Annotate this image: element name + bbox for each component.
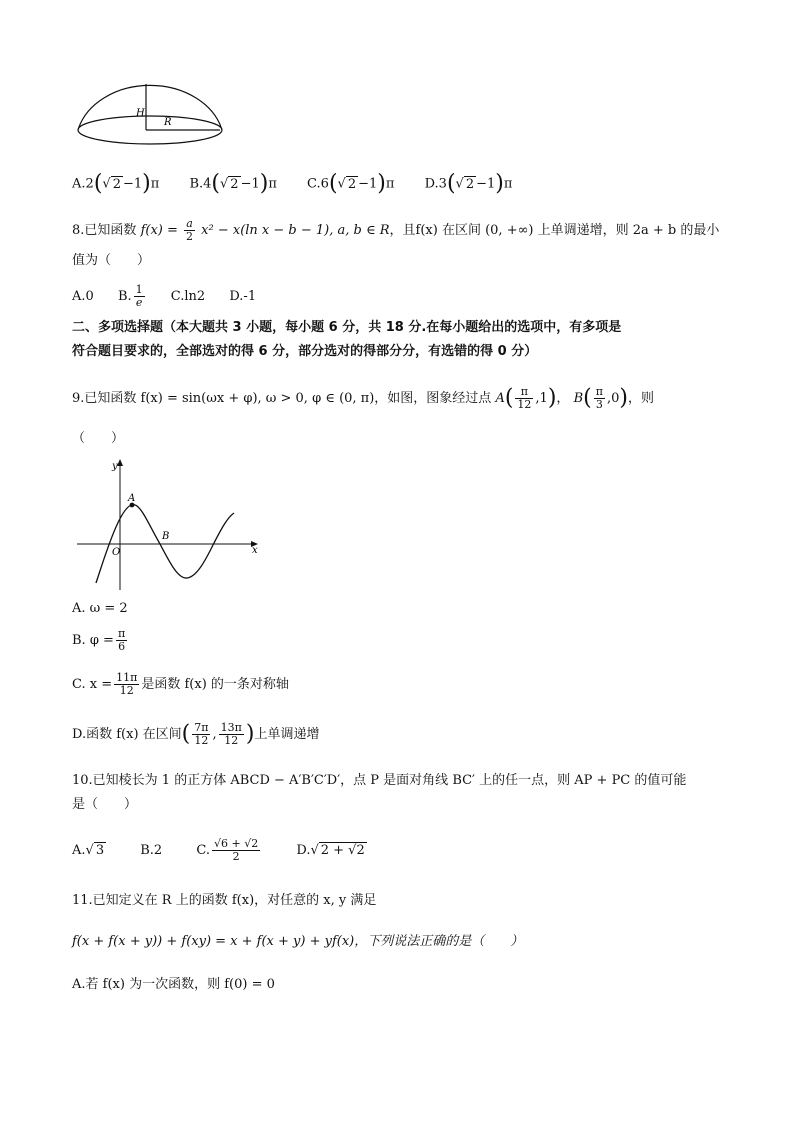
q8-option-b[interactable]: B. $\frac{1}{e}$ [117,283,143,309]
q9-option-b[interactable]: B. φ = $\frac{\pi}{6}$ [72,627,126,653]
q10-option-c[interactable]: C. $\frac{√6 + √2}{2}$ [196,837,259,863]
q9-option-a[interactable]: A. ω = 2 [72,601,128,616]
q8-options [72,284,282,309]
graph-origin-label: O [112,547,121,558]
frac-a-over-2: $\frac{a}{2}$ [186,217,194,243]
q10-option-a[interactable]: A.√ 3 [72,843,105,858]
q10-options [72,838,393,863]
graph-point-b-label: B [162,531,170,542]
graph-point-a-label: A [128,493,136,504]
q7-option-b[interactable]: B.4(√ 2 −1)π [189,171,277,196]
q8-option-c[interactable]: C.ln2 [170,289,206,304]
q10-line2: 是（ ） [72,797,138,812]
q10-option-d[interactable]: D.√ 2 + √2 [296,843,365,858]
q7-option-c[interactable]: C.6(√ 2 −1)π [307,171,395,196]
label-H: H [136,108,145,119]
q9-option-c[interactable]: C. x = $\frac{11\pi}{12}$ 是函数 f(x) 的一条对称轴 [72,671,289,697]
q7-options [72,171,538,196]
q7-option-a[interactable]: A.2(√ 2 −1)π [72,171,160,196]
q9-sine-graph [72,455,262,595]
hemisphere-figure [72,70,232,160]
q8-stem: 8.已知函数 f(x) = $\frac{a}{2}$ x² − x(ln x − b − 1), a, b ∈ R，且f(x) 在区间 (0, +∞) 上单调递增，则 2a + b 的最小 [72,217,720,243]
section2-header-line1: 二、多项选择题（本大题共 3 小题，每小题 6 分，共 18 分.在每小题给出的选项中，有多项是 [72,320,622,335]
q11-line2: f(x + f(x + y)) + f(xy) = x + f(x + y) + yf(x)，下列说法正确的是（ ） [72,934,524,949]
q11-line1: 11.已知定义在 R 上的函数 f(x)，对任意的 x, y 满足 [72,893,377,908]
q8-option-d[interactable]: D.-1 [229,289,257,304]
q9-bracket: （ ） [72,431,125,446]
graph-y-label: y [112,461,118,472]
q10-option-b[interactable]: B.2 [140,843,163,858]
q9-option-d[interactable]: D.函数 f(x) 在区间( $\frac{7\pi}{12}$ , $\frac{13\pi}{12}$ )上单调递增 [72,721,320,747]
q8-option-a[interactable]: A.0 [72,289,94,304]
section2-header-line2: 符合题目要求的，全部选对的得 6 分，部分选对的得部分分，有选错的得 0 分） [72,344,538,359]
q10-line1: 10.已知棱长为 1 的正方体 ABCD − A′B′C′D′，点 P 是面对角线 BC′ 上的任一点，则 AP + PC 的值可能 [72,773,687,788]
label-R: R [164,117,172,128]
q9-stem: 9.已知函数 f(x) = sin(ωx + φ), ω > 0, φ ∈ (0, π)，如图，图象经过点 A( $\frac{\pi}{12}$ ,1)， B( $\frac{\pi}{3}$ ,0)，则 [72,385,654,411]
q11-option-a[interactable]: A.若 f(x) 为一次函数，则 f(0) = 0 [72,977,275,992]
graph-x-label: x [252,545,258,556]
q7-option-d[interactable]: D.3(√ 2 −1)π [424,171,513,196]
q8-line2: 值为（ ） [72,253,151,268]
